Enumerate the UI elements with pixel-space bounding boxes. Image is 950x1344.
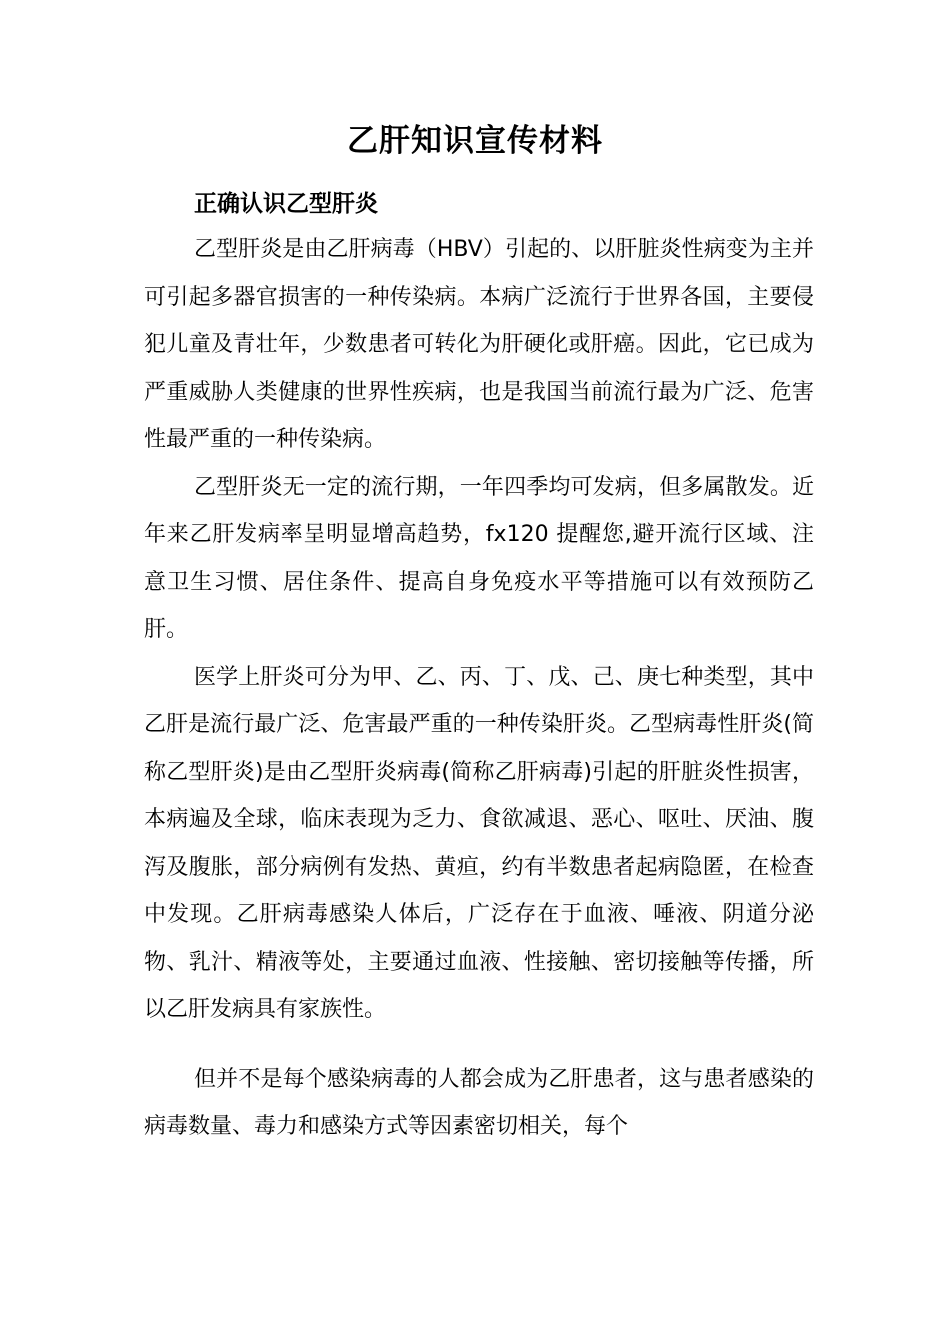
- paragraph-3: 医学上肝炎可分为甲、乙、丙、丁、戊、己、庚七种类型，其中乙肝是流行最广泛、危害最严重的一种传染肝炎。乙型病毒性肝炎(简称乙型肝炎)是由乙型肝炎病毒(简称乙肝病毒)引起的肝脏炎性损害，本病遍及全球，临床表现为乏力、食欲减退、恶心、呕吐、厌油、腹泻及腹胀，部分病例有发热、黄疸，约有半数患者起病隐匿，在检查中发现。乙肝病毒感染人体后，广泛存在于血液、唾液、阴道分泌物、乳汁、精液等处，主要通过血液、性接触、密切接触等传播，所以乙肝发病具有家族性。: [144, 664, 814, 1022]
- paragraph-4: 但并不是每个感染病毒的人都会成为乙肝患者，这与患者感染的病毒数量、毒力和感染方式等因素密切相关，每个: [144, 1066, 814, 1139]
- paragraph-2: 乙型肝炎无一定的流行期，一年四季均可发病，但多属散发。近年来乙肝发病率呈明显增高趋势，fx120 提醒您,避开流行区域、注意卫生习惯、居住条件、提高自身免疫水平等措施可以有效预防乙肝。: [144, 474, 814, 642]
- paragraph-1: 乙型肝炎是由乙肝病毒（HBV）引起的、以肝脏炎性病变为主并可引起多器官损害的一种传染病。本病广泛流行于世界各国，主要侵犯儿童及青壮年，少数患者可转化为肝硬化或肝癌。因此，它已成为严重威胁人类健康的世界性疾病，也是我国当前流行最为广泛、危害性最严重的一种传染病。: [144, 237, 814, 452]
- document-title: 乙肝知识宣传材料: [347, 122, 603, 159]
- section-heading: 正确认识乙型肝炎: [194, 191, 378, 217]
- document-body: [144, 182, 814, 1151]
